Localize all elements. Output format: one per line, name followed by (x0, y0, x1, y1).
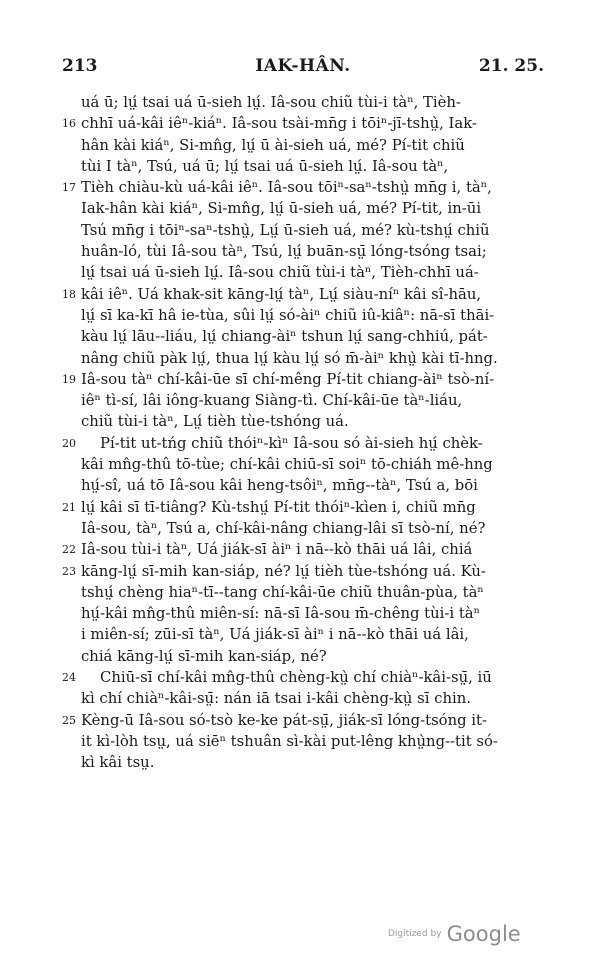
line-text: Iâ-sou tùi-i tàⁿ, Uá jiák-sī àiⁿ i nā--kò thāi uá lâi, chiá (81, 541, 473, 559)
line-text: Kèng-ū Iâ-sou só-tsò ke-ke pát-sṳ̄, jiák-sī lóng-tsóng it- (81, 711, 487, 729)
verse-number: 16 (62, 117, 76, 131)
line-text: hṳ́-kâi mn̂g-thû miên-sí: nā-sī Iâ-sou m̄-chêng tùi-i tàⁿ (81, 605, 480, 623)
line-text: i miên-sí; zūi-sī tàⁿ, Uá jiák-sī àiⁿ i nā--kò thāi uá lâi, (81, 626, 469, 644)
line-text: nâng chiũ pàk lṳ́, thua lṳ́ kàu lṳ́ só m̄-àiⁿ khṳ̀ kài tī-hng. (81, 349, 498, 367)
text-line (62, 262, 544, 283)
text-line (62, 646, 544, 667)
text-line (62, 241, 544, 262)
chapter-verse-reference: 21. 25. (478, 56, 544, 76)
line-text: hṳ́-sî, uá tō Iâ-sou kâi heng-tsôiⁿ, mn̄g--tàⁿ, Tsú a, bōi (81, 477, 478, 495)
text-line (62, 518, 544, 539)
line-text: chiá kāng-lṳ́ sī-mih kan-siáp, né? (81, 647, 327, 665)
text-line (62, 539, 544, 560)
text-line (62, 305, 544, 326)
line-text: Pí-tit ut-tńg chiũ thóiⁿ-kìⁿ Iâ-sou só ài-sieh hṳ́ chèk- (100, 434, 483, 452)
verse-number: 21 (62, 500, 76, 514)
verse-number: 23 (62, 564, 76, 578)
line-text: uá ū; lṳ́ tsai uá ū-sieh lṳ́. Iâ-sou chiũ tùi-i tàⁿ, Tièh- (81, 94, 461, 111)
line-text: Iâ-sou, tàⁿ, Tsú a, chí-kâi-nâng chiang-lâi sī tsò-ní, né? (81, 519, 486, 537)
line-text: it kì-lòh tsṳ, uá siēⁿ tshuân sì-kài put-lêng khṳ̀ng--tit só- (81, 732, 498, 750)
line-text: kâi mn̂g-thû tō-tùe; chí-kâi chiū-sī soiⁿ tō-chiáh mê-hng (81, 456, 493, 474)
text-line (62, 433, 544, 454)
line-text: Chiū-sī chí-kâi mn̂g-thû chèng-kṳ̀ chí chiàⁿ-kâi-sṳ̄, iū (100, 669, 492, 687)
text-line (62, 667, 544, 688)
text-line (62, 497, 544, 518)
verse-number: 19 (62, 372, 76, 386)
text-line (62, 688, 544, 709)
text-line (62, 177, 544, 198)
verse-number: 17 (62, 181, 76, 195)
line-text: kāng-lṳ́ sī-mih kan-siáp, né? lṳ́ tièh tùe-tshóng uá. Kù- (81, 562, 486, 580)
line-text: Iâ-sou tàⁿ chí-kâi-ūe sī chí-mêng Pí-tit chiang-àiⁿ tsò-ní- (81, 370, 495, 388)
text-line (62, 369, 544, 390)
text-line (62, 220, 544, 241)
line-text: lṳ́ kâi sī tī-tiâng? Kù-tshṳ́ Pí-tit thóiⁿ-kìen i, chiũ mn̄g (81, 498, 476, 516)
text-line (62, 135, 544, 156)
text-line (62, 752, 544, 773)
line-text: Iak-hân kài kiáⁿ, Si-mn̂g, lṳ́ ū-sieh uá, mé? Pí-tit, in-ūi (81, 200, 482, 218)
text-line (62, 113, 544, 134)
verse-number: 20 (62, 436, 76, 450)
text-line (62, 348, 544, 369)
verse-number: 18 (62, 287, 76, 301)
page-number: 213 (62, 56, 98, 76)
text-line (62, 475, 544, 496)
running-title: IAK-HÂN. (255, 56, 351, 76)
text-line (62, 411, 544, 432)
line-text: Tsú mn̄g i tōiⁿ-saⁿ-tshṳ̀, Lṳ́ ū-sieh uá, mé? kù-tshṳ́ chiũ (81, 221, 490, 239)
text-line (62, 710, 544, 731)
page-header (62, 56, 544, 80)
line-text: chhī uá-kâi iêⁿ-kiáⁿ. Iâ-sou tsài-mn̄g i tōiⁿ-jī-tshṳ̀, Iak- (81, 115, 477, 133)
text-line (62, 92, 544, 113)
text-line (62, 561, 544, 582)
line-text: tùi I tàⁿ, Tsú, uá ū; lṳ́ tsai uá ū-sieh lṳ́. Iâ-sou tàⁿ, (81, 157, 449, 175)
text-line (62, 624, 544, 645)
line-text: kâi iêⁿ. Uá khak-sit kāng-lṳ́ tàⁿ, Lṳ́ siàu-níⁿ kâi sî-hāu, (81, 285, 482, 303)
verse-number: 25 (62, 713, 76, 727)
google-logo: Google (446, 922, 521, 946)
text-line (62, 156, 544, 177)
verse-number: 24 (62, 671, 76, 685)
line-text: hân kài kiáⁿ, Si-mn̂g, lṳ́ ū ài-sieh uá, mé? Pí-tit chiũ (81, 136, 465, 154)
line-text: Tièh chiàu-kù uá-kâi iêⁿ. Iâ-sou tōiⁿ-saⁿ-tshṳ̀ mn̄g i, tàⁿ, (81, 179, 492, 197)
text-line (62, 390, 544, 411)
line-text: kàu lṳ́ lāu--liáu, lṳ́ chiang-àiⁿ tshun lṳ́ sang-chhiú, pát- (81, 328, 488, 346)
text-line (62, 603, 544, 624)
line-text: lṳ́ sī ka-kī hâ ie-tùa, sûi lṳ́ só-àiⁿ chiũ iû-kiâⁿ: nā-sī thāi- (81, 306, 495, 324)
text-line (62, 454, 544, 475)
line-text: iêⁿ tì-sí, lâi iông-kuang Siàng-tì. Chí-kâi-ūe tàⁿ-liáu, (81, 392, 463, 410)
line-text: huân-ló, tùi Iâ-sou tàⁿ, Tsú, lṳ́ buān-sṳ̄ lóng-tsóng tsai; (81, 243, 487, 261)
text-line (62, 198, 544, 219)
digitized-watermark (388, 922, 521, 952)
digitized-label: Digitized by (388, 929, 442, 939)
line-text: lṳ́ tsai uá ū-sieh lṳ́. Iâ-sou chiũ tùi-i tàⁿ, Tièh-chhī uá- (81, 264, 479, 282)
line-text: kì kâi tsṳ. (81, 754, 155, 772)
line-text: kì chí chiàⁿ-kâi-sṳ̄: nán iā tsai i-kâi chèng-kṳ̀ sī chin. (81, 690, 471, 708)
text-line (62, 582, 544, 603)
line-text: chiũ tùi-i tàⁿ, Lṳ́ tièh tùe-tshóng uá. (81, 413, 349, 431)
text-line (62, 284, 544, 305)
page-text-body (62, 92, 544, 774)
line-text: tshṳ́ chèng hiaⁿ-tī--tang chí-kâi-ūe chiũ thuân-pùa, tàⁿ (81, 583, 484, 601)
text-line (62, 731, 544, 752)
text-line (62, 326, 544, 347)
verse-number: 22 (62, 543, 76, 557)
